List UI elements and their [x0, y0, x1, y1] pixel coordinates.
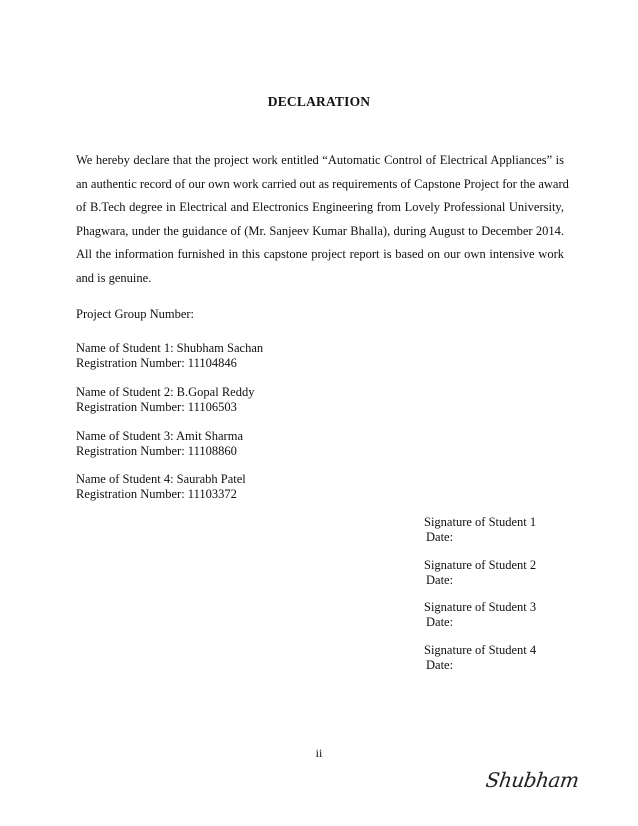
student-name: Name of Student 2: B.Gopal Reddy [76, 385, 255, 399]
page-title: DECLARATION [267, 94, 371, 109]
student-registration: Registration Number: 11106503 [76, 400, 237, 414]
paragraph-line: All the information furnished in this capstone project report is based on our own intensive work [76, 247, 564, 261]
signature-label: Signature of Student 1 [424, 515, 537, 529]
student-registration: Registration Number: 11108860 [76, 444, 237, 458]
student-block-4 [76, 472, 246, 502]
paragraph-line: Phagwara, under the guidance of (Mr. Sanjeev Kumar Bhalla), during August to December 2014. [76, 223, 564, 238]
student-name: Name of Student 4: Saurabh Patel [76, 472, 246, 486]
signature-block-2 [424, 558, 536, 588]
signature-block-4 [424, 643, 536, 673]
date-label: Date: [426, 658, 454, 672]
date-label: Date: [426, 615, 454, 629]
student-registration: Registration Number: 11103372 [76, 487, 237, 501]
signature-block-3 [424, 600, 536, 630]
signature-label: Signature of Student 3 [424, 600, 537, 614]
student-name: Name of Student 1: Shubham Sachan [76, 341, 264, 355]
signature-label: Signature of Student 2 [424, 558, 537, 572]
project-group-number-label: Project Group Number: [76, 307, 195, 321]
student-block-2 [76, 385, 254, 415]
paragraph-line: We hereby declare that the project work entitled “Automatic Control of Electrical Appliances” is [76, 153, 564, 167]
date-label: Date: [426, 530, 454, 544]
date-label: Date: [426, 573, 454, 587]
declaration-paragraph [76, 149, 569, 290]
paragraph-line: of B.Tech degree in Electrical and Electronics Engineering from Lovely Professional University, [76, 200, 564, 214]
student-block-1 [76, 341, 263, 371]
student-name: Name of Student 3: Amit Sharma [76, 429, 243, 443]
student-block-3 [76, 429, 243, 459]
signature-block-1 [424, 515, 536, 545]
paragraph-line: and is genuine. [76, 270, 152, 285]
paragraph-line: an authentic record of our own work carried out as requirements of Capstone Project for the award [76, 176, 569, 191]
handwritten-signature: Shubham [484, 768, 581, 792]
signature-label: Signature of Student 4 [424, 643, 537, 657]
student-registration: Registration Number: 11104846 [76, 356, 237, 370]
page-number: ii [315, 746, 323, 760]
